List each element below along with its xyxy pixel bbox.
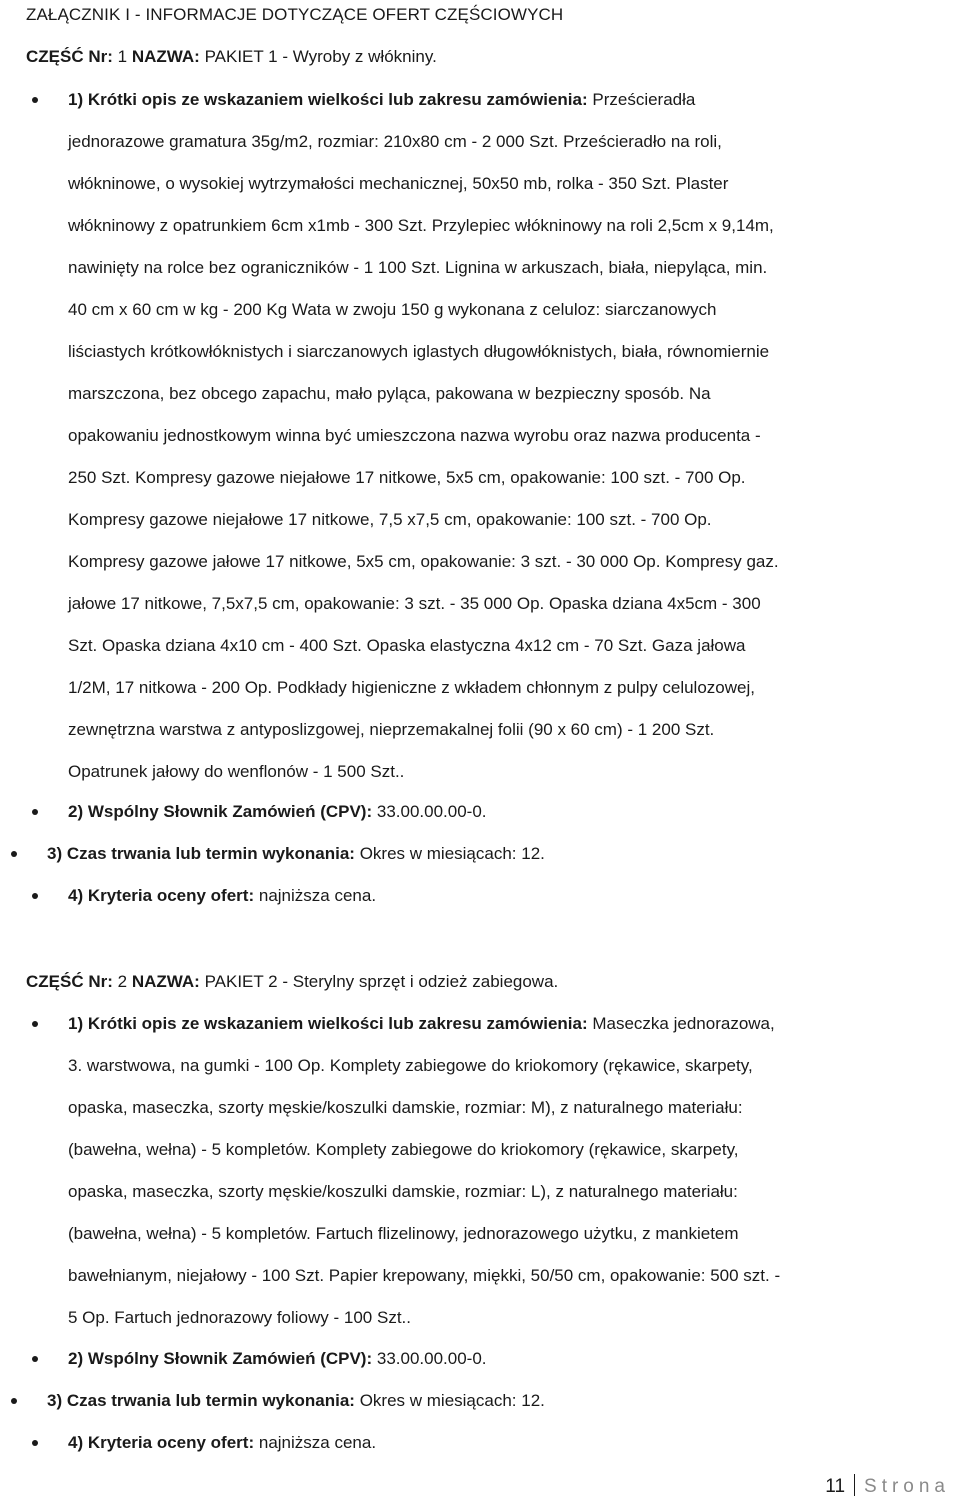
- part-1-time: [47, 833, 927, 875]
- part-1-crit-value: najniższa cena.: [258, 886, 377, 905]
- part-1-time-value: Okres w miesiącach: 12.: [359, 844, 545, 863]
- page-header: ZAŁĄCZNIK I - INFORMACJE DOTYCZĄCE OFERT CZĘŚCIOWYCH: [26, 5, 564, 24]
- part-1-desc-line: Kompresy gazowe niejałowe 17 nitkowe, 7,5 x7,5 cm, opakowanie: 100 szt. - 700 Op.: [68, 510, 712, 529]
- bullet-icon: [32, 809, 38, 815]
- part-1-title: [26, 46, 437, 68]
- part-1-desc-line: 250 Szt. Kompresy gazowe niejałowe 17 nitkowe, 5x5 cm, opakowanie: 100 szt. - 700 Op.: [68, 468, 746, 487]
- footer-divider: [854, 1474, 855, 1496]
- part-2-time-value: Okres w miesiącach: 12.: [359, 1391, 545, 1410]
- part-2-cpv: [68, 1338, 948, 1380]
- part-1-desc-line: Opatrunek jałowy do wenflonów - 1 500 Szt..: [68, 762, 405, 781]
- part-2-cpv-value: 33.00.00.00-0.: [376, 1349, 487, 1368]
- part-1-desc-line: jednorazowe gramatura 35g/m2, rozmiar: 210x80 cm - 2 000 Szt. Prześcieradło na roli,: [68, 132, 722, 151]
- part-2-desc-first: Maseczka jednorazowa,: [592, 1014, 775, 1033]
- bullet-icon: [32, 893, 38, 899]
- part-2-criteria: [68, 1422, 948, 1464]
- bullet-icon: [32, 1440, 38, 1446]
- part-2-desc-label: 1) Krótki opis ze wskazaniem wielkości lub zakresu zamówienia:: [68, 1014, 588, 1033]
- part-1-desc-first: Prześcieradła: [592, 90, 696, 109]
- bullet-icon: [11, 1398, 17, 1404]
- part-2-nr-label: CZĘŚĆ Nr:: [26, 972, 113, 991]
- part-1-desc-line: marszczona, bez obcego zapachu, mało pyląca, pakowana w bezpieczny sposób. Na: [68, 384, 711, 403]
- part-2-desc-line: (bawełna, wełna) - 5 kompletów. Komplety zabiegowe do kriokomory (rękawice, skarpety,: [68, 1140, 739, 1159]
- part-1-name: PAKIET 1 - Wyroby z włókniny.: [204, 47, 437, 66]
- page-footer: [825, 1474, 950, 1500]
- bullet-icon: [11, 851, 17, 857]
- part-1-desc-line: Kompresy gazowe jałowe 17 nitkowe, 5x5 cm, opakowanie: 3 szt. - 30 000 Op. Kompresy gaz.: [68, 552, 779, 571]
- part-1-desc-label: 1) Krótki opis ze wskazaniem wielkości lub zakresu zamówienia:: [68, 90, 588, 109]
- part-2-desc-line: (bawełna, wełna) - 5 kompletów. Fartuch flizelinowy, jednorazowego użytku, z mankietem: [68, 1224, 739, 1243]
- part-2-cpv-label: 2) Wspólny Słownik Zamówień (CPV):: [68, 1349, 373, 1368]
- part-2-title: [26, 971, 558, 993]
- part-2-description: [68, 1003, 948, 1339]
- bullet-icon: [32, 1021, 38, 1027]
- part-2-crit-value: najniższa cena.: [258, 1433, 377, 1452]
- part-1-desc-line: 1/2M, 17 nitkowa - 200 Op. Podkłady higieniczne z wkładem chłonnym z pulpy celulozowej,: [68, 678, 755, 697]
- part-2-name: PAKIET 2 - Sterylny sprzęt i odzież zabiegowa.: [204, 972, 559, 991]
- part-2-desc-line: 5 Op. Fartuch jednorazowy foliowy - 100 Szt..: [68, 1308, 411, 1327]
- part-2-desc-line: 3. warstwowa, na gumki - 100 Op. Komplety zabiegowe do kriokomory (rękawice, skarpety,: [68, 1056, 753, 1075]
- part-1-criteria: [68, 875, 948, 917]
- part-2-desc-line: opaska, maseczka, szorty męskie/koszulki damskie, rozmiar: M), z naturalnego materiału:: [68, 1098, 743, 1117]
- part-1-crit-label: 4) Kryteria oceny ofert:: [68, 886, 255, 905]
- part-1-name-label: NAZWA:: [131, 47, 200, 66]
- part-1-description: [68, 79, 948, 793]
- page-number: 11: [825, 1476, 846, 1497]
- part-2-crit-label: 4) Kryteria oceny ofert:: [68, 1433, 255, 1452]
- part-1-time-label: 3) Czas trwania lub termin wykonania:: [47, 844, 355, 863]
- part-2-time-label: 3) Czas trwania lub termin wykonania:: [47, 1391, 355, 1410]
- part-1-desc-line: nawinięty na rolce bez ograniczników - 1 100 Szt. Lignina w arkuszach, biała, niepyląca, min.: [68, 258, 768, 277]
- part-1-desc-line: włókninowe, o wysokiej wytrzymałości mechanicznej, 50x50 mb, rolka - 350 Szt. Plaster: [68, 174, 729, 193]
- part-1-cpv: [68, 791, 948, 833]
- part-1-desc-line: Szt. Opaska dziana 4x10 cm - 400 Szt. Opaska elastyczna 4x12 cm - 70 Szt. Gaza jałowa: [68, 636, 746, 655]
- part-1-desc-line: zewnętrzna warstwa z antyposlizgowej, nieprzemakalnej folii (90 x 60 cm) - 1 200 Szt.: [68, 720, 715, 739]
- part-2-desc-line: opaska, maseczka, szorty męskie/koszulki damskie, rozmiar: L), z naturalnego materiału:: [68, 1182, 738, 1201]
- part-1-cpv-value: 33.00.00.00-0.: [376, 802, 487, 821]
- part-1-desc-line: jałowe 17 nitkowe, 7,5x7,5 cm, opakowanie: 3 szt. - 35 000 Op. Opaska dziana 4x5cm - 300: [68, 594, 761, 613]
- part-1-cpv-label: 2) Wspólny Słownik Zamówień (CPV):: [68, 802, 373, 821]
- part-2-desc-line: bawełnianym, niejałowy - 100 Szt. Papier krepowany, miękki, 50/50 cm, opakowanie: 500 szt. -: [68, 1266, 781, 1285]
- part-2-name-label: NAZWA:: [131, 972, 200, 991]
- part-1-desc-line: opakowaniu jednostkowym winna być umieszczona nazwa wyrobu oraz nazwa producenta -: [68, 426, 761, 445]
- bullet-icon: [32, 97, 38, 103]
- page-word: Strona: [864, 1476, 950, 1497]
- part-1-desc-line: włókninowy z opatrunkiem 6cm x1mb - 300 Szt. Przylepiec włókninowy na roli 2,5cm x 9,14m,: [68, 216, 774, 235]
- part-1-nr-label: CZĘŚĆ Nr:: [26, 47, 113, 66]
- part-2-time: [47, 1380, 927, 1422]
- part-2-nr: 2: [117, 972, 128, 991]
- part-1-nr: 1: [117, 47, 128, 66]
- part-1-desc-line: liściastych krótkowłóknistych i siarczanowych iglastych długowłóknistych, biała, równomiernie: [68, 342, 770, 361]
- part-1-desc-line: 40 cm x 60 cm w kg - 200 Kg Wata w zwoju 150 g wykonana z celuloz: siarczanowych: [68, 300, 717, 319]
- bullet-icon: [32, 1356, 38, 1362]
